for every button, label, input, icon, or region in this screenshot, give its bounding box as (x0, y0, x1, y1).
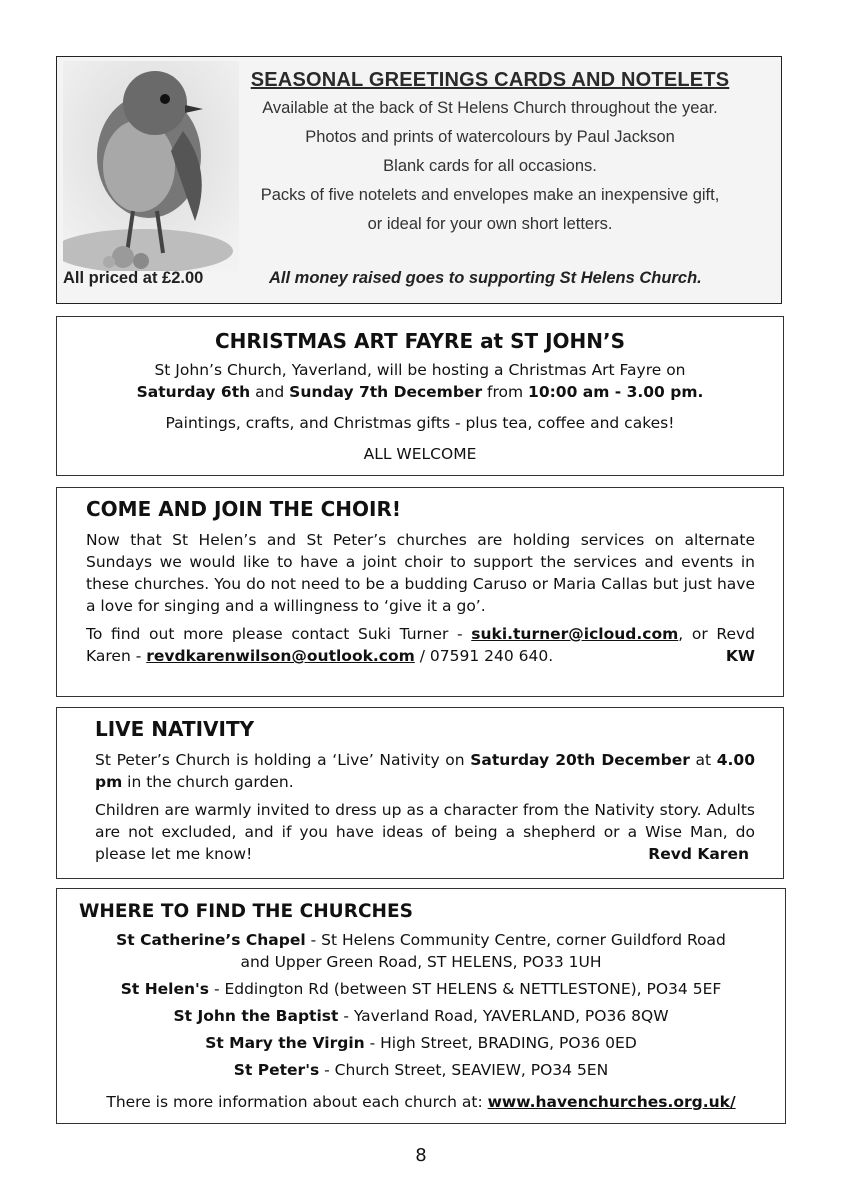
cards-line: Available at the back of St Helens Church throughout the year. (262, 99, 718, 117)
nativity-intro: St Peter’s Church is holding a ‘Live’ Nativity on (95, 751, 471, 769)
fayre-offerings: Paintings, crafts, and Christmas gifts - plus tea, coffee and cakes! (165, 414, 675, 432)
cards-money-note: All money raised goes to supporting St Helens Church. (269, 269, 702, 287)
choir-phone: / 07591 240 640. (414, 647, 554, 665)
church-item (57, 1032, 785, 1054)
choir-initials: KW (725, 647, 755, 665)
churches-directory (56, 888, 786, 1124)
church-address: - Church Street, SEAVIEW, PO34 5EN (319, 1061, 609, 1079)
nativity-invite (95, 799, 755, 865)
fayre-welcome: ALL WELCOME (363, 445, 477, 463)
churches-more-info (57, 1093, 785, 1111)
church-name: St Catherine’s Chapel (116, 931, 306, 949)
choir-title: COME AND JOIN THE CHOIR! (86, 497, 401, 521)
fayre-from: from (482, 383, 529, 401)
cards-line: Packs of five notelets and envelopes make an inexpensive gift, (260, 186, 720, 204)
church-item (57, 1005, 785, 1027)
nativity-when (95, 749, 755, 793)
nativity-title: LIVE NATIVITY (95, 717, 255, 741)
fayre-and: and (250, 383, 290, 401)
cards-text-block (207, 69, 773, 244)
nativity-invite-text: Children are warmly invited to dress up as a character from the Nativity story. Adults are not excluded, and if you have ideas of being a shepherd or a Wise Man, do please let me know! (95, 801, 755, 863)
fayre-title: CHRISTMAS ART FAYRE at ST JOHN’S (214, 329, 626, 353)
choir-contact-intro: To find out more please contact Suki Turner - (86, 625, 472, 643)
nativity-at: at (689, 751, 717, 769)
greeting-cards-notice (56, 56, 782, 304)
email-link-karen[interactable]: revdkarenwilson@outlook.com (146, 647, 415, 665)
nativity-time: 4.00 pm (95, 751, 755, 791)
churches-title: WHERE TO FIND THE CHURCHES (79, 901, 413, 922)
church-item (57, 929, 785, 973)
fayre-time: 10:00 am - 3.00 pm. (528, 383, 704, 401)
church-address: - High Street, BRADING, PO36 0ED (364, 1034, 637, 1052)
nativity-signature: Revd Karen (648, 845, 749, 863)
choir-contact (86, 623, 755, 667)
fayre-dates (57, 381, 783, 403)
fayre-date-2: Sunday 7th December (289, 383, 483, 401)
art-fayre-notice (56, 316, 784, 476)
cards-price: All priced at £2.00 (63, 269, 204, 287)
nativity-notice (56, 707, 784, 879)
website-link[interactable]: www.havenchurches.org.uk/ (487, 1093, 736, 1111)
choir-notice (56, 487, 784, 697)
church-name: St John the Baptist (173, 1007, 339, 1025)
nativity-date: Saturday 20th December (470, 751, 690, 769)
church-address: - Yaverland Road, YAVERLAND, PO36 8QW (338, 1007, 669, 1025)
church-name: St Peter's (233, 1061, 320, 1079)
page-number: 8 (415, 1145, 427, 1166)
cards-title: SEASONAL GREETINGS CARDS AND NOTELETS (250, 69, 730, 91)
church-address-line2: and Upper Green Road, ST HELENS, PO33 1UH (240, 953, 602, 971)
churches-list (57, 929, 785, 1086)
more-info-text: There is more information about each church at: (106, 1093, 488, 1111)
church-item (57, 978, 785, 1000)
church-name: St Helen's (120, 980, 210, 998)
email-link-suki[interactable]: suki.turner@icloud.com (471, 625, 679, 643)
fayre-intro: St John’s Church, Yaverland, will be hosting a Christmas Art Fayre on (154, 361, 686, 379)
fayre-date-1: Saturday 6th (136, 383, 251, 401)
church-item (57, 1059, 785, 1081)
cards-line: Photos and prints of watercolours by Paul Jackson (305, 128, 675, 146)
church-address: - St Helens Community Centre, corner Guildford Road (305, 931, 726, 949)
choir-description: Now that St Helen’s and St Peter’s churches are holding services on alternate Sundays we would like to have a joint choir to support the services and events in these churches. You do not need to be a budding Caruso or Maria Callas but just have a love for singing and a willingness to ‘give it a go’. (86, 531, 755, 615)
choir-contact-mid: , or Revd Karen - (86, 625, 755, 665)
church-address: - Eddington Rd (between ST HELENS & NETTLESTONE), PO34 5EF (209, 980, 722, 998)
nativity-place: in the church garden. (122, 773, 294, 791)
cards-line: Blank cards for all occasions. (383, 157, 597, 175)
cards-line: or ideal for your own short letters. (367, 215, 613, 233)
church-name: St Mary the Virgin (205, 1034, 365, 1052)
